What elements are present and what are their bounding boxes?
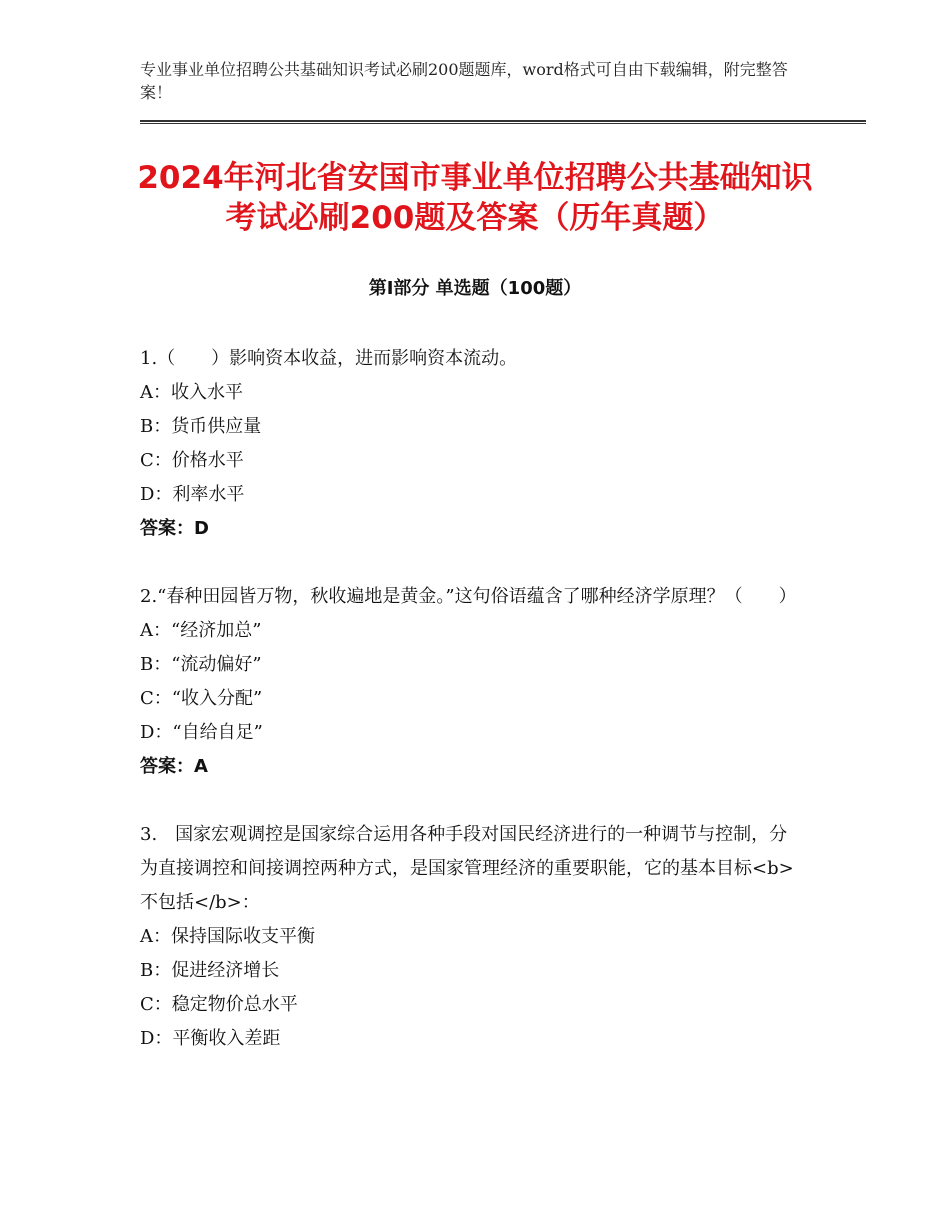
question-gap (140, 784, 805, 818)
question-item (140, 818, 805, 1056)
option-b: B：货币供应量 (140, 416, 262, 437)
question-item (140, 342, 805, 546)
header-divider (140, 120, 866, 124)
option-c: C：“收入分配” (140, 688, 263, 709)
option-d: D：利率水平 (140, 484, 245, 505)
answer-line: 答案：D (140, 518, 209, 539)
section-title: 第Ⅰ部分 单选题（100题） (368, 278, 582, 299)
option-b: B：“流动偏好” (140, 654, 262, 675)
option-c: C：稳定物价总水平 (140, 994, 298, 1015)
answer-line: 答案：A (140, 756, 208, 777)
question-item (140, 580, 805, 784)
question-stem: 3. 国家宏观调控是国家综合运用各种手段对国民经济进行的一种调节与控制，分为直接调控和间接调控两种方式，是国家管理经济的重要职能，它的基本目标<b>不包括</b>： (140, 824, 794, 913)
option-d: D：“自给自足” (140, 722, 263, 743)
option-a: A：“经济加总” (140, 620, 262, 641)
document-title: 2024年河北省安国市事业单位招聘公共基础知识考试必刷200题及答案（历年真题） (137, 160, 813, 236)
question-list (140, 342, 805, 1056)
option-a: A：保持国际收支平衡 (140, 926, 315, 947)
option-c: C：价格水平 (140, 450, 244, 471)
option-b: B：促进经济增长 (140, 960, 280, 981)
question-gap (140, 546, 805, 580)
question-stem: 1.（ ）影响资本收益，进而影响资本流动。 (140, 348, 518, 369)
question-stem: 2.“春种田园皆万物，秋收遍地是黄金。”这句俗语蕴含了哪种经济学原理？（ ） (140, 586, 797, 607)
option-a: A：收入水平 (140, 382, 243, 403)
header-note: 专业事业单位招聘公共基础知识考试必刷200题题库，word格式可自由下载编辑，附完整答案！ (140, 60, 788, 102)
option-d: D：平衡收入差距 (140, 1028, 281, 1049)
